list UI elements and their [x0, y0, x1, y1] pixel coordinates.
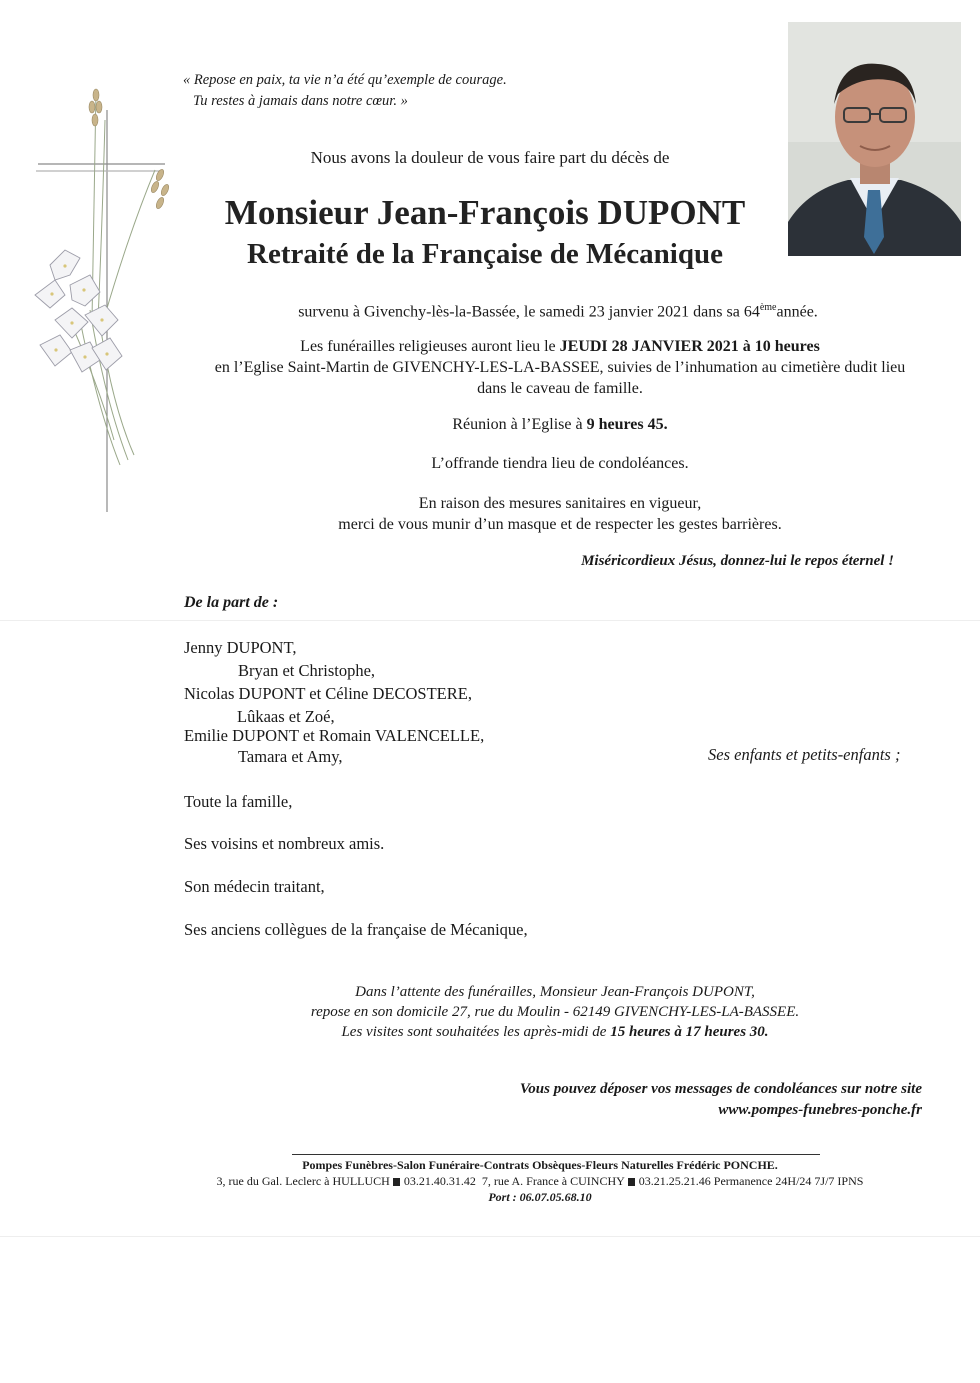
phone-cuinchy: 03.21.25.21.46 Permanence 24H/24 7J/7 IPNS	[638, 1174, 864, 1188]
intro-text: Nous avons la douleur de vous faire part du décès de	[310, 148, 670, 167]
reunion-text	[220, 414, 900, 435]
phone-icon	[628, 1178, 635, 1186]
family-member: Jenny DUPONT,	[184, 638, 297, 657]
funeral-date: JEUDI 28 JANVIER 2021 à 10 heures	[559, 338, 820, 355]
fold-line	[0, 620, 980, 621]
funeral-line: en l’Eglise Saint-Martin de GIVENCHY-LES-LA-BASSEE, suivies de l’inhumation au cimetière dudit lieu	[214, 359, 906, 376]
funeral-line	[180, 336, 940, 357]
port-label: Port :	[488, 1190, 517, 1204]
family-member: Tamara et Amy,	[238, 747, 343, 766]
funeral-line: dans le caveau de famille.	[477, 380, 643, 397]
offering-text: L’offrande tiendra lieu de condoléances.	[431, 455, 689, 472]
other-mourners: Ses voisins et nombreux amis.	[184, 834, 385, 853]
deceased-name: Monsieur Jean-François DUPONT	[224, 193, 746, 232]
family-member: Lûkaas et Zoé,	[237, 707, 335, 726]
fold-line	[0, 1236, 980, 1237]
other-mourners: Son médecin traitant,	[184, 877, 325, 896]
family-member: Bryan et Christophe,	[238, 661, 376, 680]
mobile-line	[150, 1189, 930, 1205]
cross-with-lilies-illustration	[10, 80, 185, 520]
quote-line: Tu restes à jamais dans notre cœur. »	[193, 93, 408, 109]
visitation-line	[200, 1022, 910, 1042]
visitation-hours: 15 heures à 17 heures 30.	[610, 1024, 769, 1040]
prayer-text: Miséricordieux Jésus, donnez-lui le repos éternel !	[581, 553, 894, 569]
quote-line: « Repose en paix, ta vie n’a été qu’exemple de courage.	[183, 72, 507, 88]
company-name: Pompes Funèbres-Salon Funéraire-Contrats Obsèques-Fleurs Naturelles Frédéric PONCHE.	[302, 1158, 778, 1172]
funeral-home-footer	[150, 1157, 930, 1205]
other-mourners: Toute la famille,	[184, 792, 293, 811]
visitation-notice	[200, 982, 910, 1042]
death-notice	[178, 297, 938, 322]
condolence-messages	[520, 1079, 922, 1121]
deceased-title: Retraité de la Française de Mécanique	[247, 238, 723, 270]
condolence-line: Vous pouvez déposer vos messages de condoléances sur notre site	[519, 1081, 922, 1097]
footer-addresses	[150, 1173, 930, 1189]
from-heading: De la part de :	[184, 594, 279, 611]
phone-icon	[393, 1178, 400, 1186]
portrait-illustration	[788, 22, 961, 256]
phone-hulluch: 03.21.40.31.42	[403, 1174, 476, 1188]
family-label: Ses enfants et petits-enfants ;	[708, 745, 901, 764]
reunion-pre: Réunion à l’Eglise à	[452, 416, 587, 433]
family-member: Nicolas DUPONT et Céline DECOSTERE,	[184, 684, 472, 703]
website-link[interactable]: www.pompes-funebres-ponche.fr	[718, 1102, 922, 1118]
reunion-time: 9 heures 45.	[586, 416, 668, 433]
visitation-line: Dans l’attente des funérailles, Monsieur Jean-François DUPONT,	[355, 984, 755, 1000]
address-hulluch: 3, rue du Gal. Leclerc à HULLUCH	[216, 1174, 390, 1188]
epitaph-quote	[183, 70, 507, 112]
sanitary-notice	[220, 493, 900, 535]
sanitary-line: merci de vous munir d’un masque et de respecter les gestes barrières.	[338, 516, 782, 533]
funeral-details	[180, 336, 940, 399]
address-cuinchy: 7, rue A. France à CUINCHY	[481, 1174, 625, 1188]
footer-divider	[292, 1154, 820, 1155]
death-tail: année.	[776, 303, 818, 321]
portrait-photo	[788, 22, 961, 256]
other-mourners: Ses anciens collègues de la française de Mécanique,	[184, 920, 528, 939]
sanitary-line: En raison des mesures sanitaires en vigueur,	[418, 495, 702, 512]
visitation-line: repose en son domicile 27, rue du Moulin - 62149 GIVENCHY-LES-LA-BASSEE.	[310, 1004, 800, 1020]
death-text: survenu à Givenchy-lès-la-Bassée, le samedi 23 janvier 2021 dans sa 64	[298, 303, 760, 321]
ordinal-suffix: ème	[759, 302, 777, 313]
visitation-pre: Les visites sont souhaitées les après-midi de	[341, 1024, 611, 1040]
port-number: 06.07.05.68.10	[519, 1190, 592, 1204]
funeral-pre: Les funérailles religieuses auront lieu le	[300, 338, 560, 355]
family-member: Emilie DUPONT et Romain VALENCELLE,	[184, 726, 485, 745]
